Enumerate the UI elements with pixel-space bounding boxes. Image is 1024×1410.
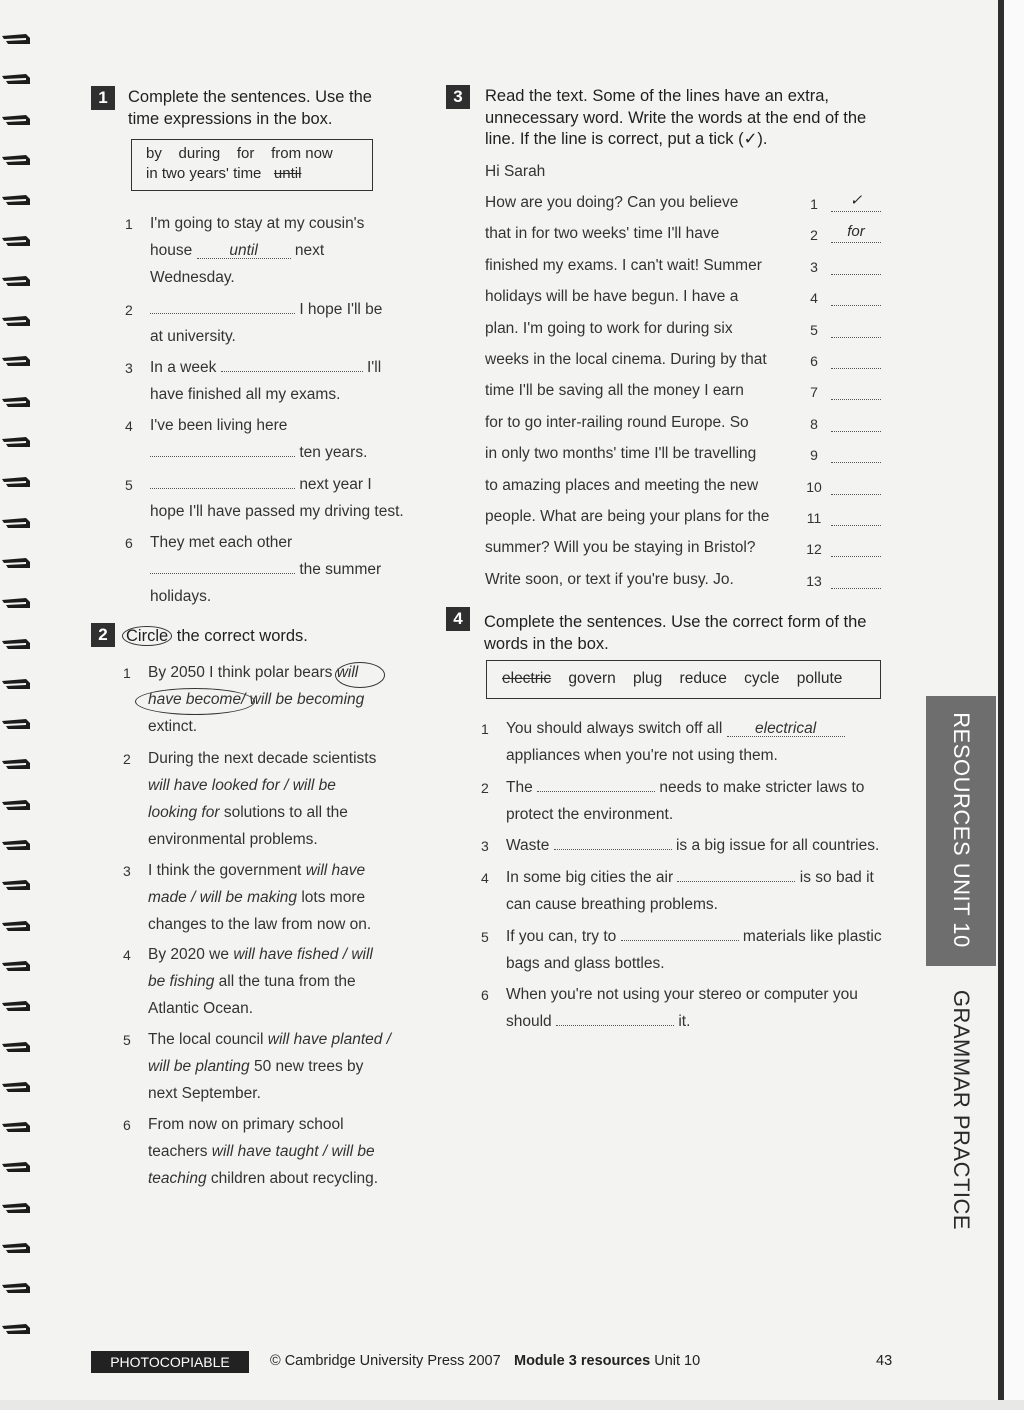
exercise-4-instruction <box>484 612 866 655</box>
ex2-item-2 <box>148 745 376 853</box>
spiral-ring <box>0 32 34 44</box>
exercise-3-number: 3 <box>446 85 470 109</box>
item-number: 6 <box>123 1117 131 1133</box>
word-box-4 <box>486 660 881 699</box>
ex1-item-1 <box>150 210 364 291</box>
ex1-item-4 <box>150 412 367 466</box>
box-word: cycle <box>744 670 780 687</box>
spiral-ring <box>0 556 34 568</box>
item-text: I'll <box>366 359 382 376</box>
item-text: In a week <box>150 359 217 376</box>
item-text: hope I'll have passed my driving test. <box>150 503 404 520</box>
item-text: By 2050 I think polar bears <box>148 664 333 681</box>
item-number: 1 <box>481 721 489 737</box>
item-text: materials like plastic <box>742 928 882 945</box>
item-text: have finished all my exams. <box>150 386 341 403</box>
letter-line: finished my exams. I can't wait! Summer <box>485 256 762 274</box>
option-text: will have taught / will be <box>211 1143 375 1160</box>
item-text: During the next decade scientists <box>148 750 377 767</box>
item-text: is so bad it <box>799 869 874 886</box>
box-word: pollute <box>796 670 843 687</box>
spiral-ring <box>0 1281 34 1293</box>
option-text: will <box>336 664 359 681</box>
spiral-ring <box>0 475 34 487</box>
item-text: By 2020 we <box>148 946 229 963</box>
ex2-item-4 <box>148 941 373 1022</box>
line-number: 9 <box>810 447 818 464</box>
answer-blank[interactable] <box>150 474 295 489</box>
spiral-ring <box>0 1160 34 1172</box>
module-name: Module 3 resources <box>514 1353 651 1369</box>
box-word: govern <box>568 670 616 687</box>
letter-line: holidays will be have begun. I have a <box>485 288 739 306</box>
box-word: by <box>146 145 162 162</box>
exercise-2-instruction <box>122 626 308 648</box>
ex4-item-2 <box>506 774 864 828</box>
ex2-item-6 <box>148 1111 378 1192</box>
letter-line: time I'll be saving all the money I earn <box>485 382 744 400</box>
item-text: The local council <box>148 1031 264 1048</box>
spiral-ring <box>0 72 34 84</box>
item-text: Waste <box>506 837 550 854</box>
answer-blank[interactable] <box>150 442 295 457</box>
answer-blank[interactable] <box>150 299 295 314</box>
item-text: If you can, try to <box>506 928 617 945</box>
circle-word: Circle <box>122 626 172 646</box>
answer-circle <box>335 662 385 688</box>
line-answer-blank[interactable] <box>831 348 881 369</box>
instruction-line: Read the text. Some of the lines have an extra, <box>485 87 829 105</box>
answer-blank[interactable]: electrical <box>727 722 845 737</box>
box-word: plug <box>632 670 663 687</box>
spiral-ring <box>0 113 34 125</box>
item-number: 5 <box>123 1032 131 1048</box>
line-number: 12 <box>806 541 822 558</box>
letter-line: for to go inter-railing round Europe. So <box>485 413 749 431</box>
spiral-ring <box>0 153 34 165</box>
line-number: 4 <box>810 290 818 307</box>
spiral-ring <box>0 999 34 1011</box>
letter-line: to amazing places and meeting the new <box>485 476 759 494</box>
ex2-item-3 <box>148 857 371 938</box>
item-text: 50 new trees by <box>254 1058 364 1075</box>
spiral-ring <box>0 1080 34 1092</box>
unit-tab-label: RESOURCES UNIT 10 <box>949 712 974 948</box>
item-text: Wednesday. <box>150 269 235 286</box>
spiral-ring <box>0 838 34 850</box>
item-text: the summer <box>299 561 382 578</box>
answer-blank[interactable] <box>554 835 672 850</box>
item-text: can cause breathing problems. <box>506 896 718 913</box>
instruction-line: Complete the sentences. Use the correct form of the <box>484 613 867 631</box>
item-text: appliances when you're not using them. <box>506 747 778 764</box>
item-text: should <box>506 1013 552 1030</box>
answer-blank[interactable] <box>150 559 295 574</box>
item-number: 4 <box>481 870 489 886</box>
photocopiable-badge: PHOTOCOPIABLE <box>91 1351 249 1373</box>
option-text: will have planted / <box>267 1031 391 1048</box>
line-answer-blank[interactable]: ✓ <box>831 191 881 212</box>
box-word: in two years' time <box>146 165 262 182</box>
line-number: 6 <box>810 353 818 369</box>
page-bottom-edge <box>0 1400 1024 1410</box>
option-text: have become <box>148 691 242 708</box>
instruction-line: the correct words. <box>176 627 308 645</box>
option-text: looking for <box>148 804 220 821</box>
box-word: from now <box>271 145 333 162</box>
item-text: environmental problems. <box>148 831 318 848</box>
option-text: made / will be making <box>148 889 298 906</box>
item-text: The <box>506 779 533 796</box>
option-text: will have looked for / will be <box>148 777 336 794</box>
item-number: 5 <box>481 929 489 945</box>
item-number: 2 <box>125 302 133 318</box>
page-margin <box>1004 0 1024 1410</box>
item-text: children about recycling. <box>210 1170 379 1187</box>
instruction-line: unnecessary word. Write the words at the end of the <box>485 108 867 127</box>
item-text: When you're not using your stereo or computer you <box>506 986 858 1003</box>
spiral-ring <box>0 1040 34 1052</box>
line-answer-blank[interactable] <box>831 379 881 400</box>
item-number: 4 <box>123 947 131 963</box>
item-text: You should always switch off all <box>506 720 723 737</box>
item-text: changes to the law from now on. <box>148 916 372 933</box>
spiral-ring <box>0 1120 34 1132</box>
spiral-ring <box>0 919 34 931</box>
line-number: 8 <box>810 415 818 432</box>
spiral-ring <box>0 757 34 769</box>
item-text: I've been living here <box>150 417 288 434</box>
letter-line: that in for two weeks' time I'll have <box>485 225 720 243</box>
line-answer-blank[interactable] <box>831 474 881 495</box>
item-number: 2 <box>481 780 489 796</box>
word-box-line <box>146 145 333 162</box>
ex4-item-3 <box>506 832 879 859</box>
spiral-ring <box>0 1201 34 1213</box>
spiral-ring <box>0 596 34 608</box>
item-number: 6 <box>481 987 489 1003</box>
answer-blank[interactable] <box>556 1011 674 1026</box>
item-number: 4 <box>125 418 133 434</box>
line-number: 1 <box>810 196 818 212</box>
box-word: reduce <box>679 670 727 687</box>
item-number: 1 <box>123 665 131 681</box>
item-text: it. <box>678 1013 691 1030</box>
spiral-ring <box>0 395 34 407</box>
item-text: I'm going to stay at my cousin's <box>150 215 365 232</box>
letter-line: summer? Will you be staying in Bristol? <box>485 539 756 557</box>
word-box-line <box>502 670 842 688</box>
item-text: next September. <box>148 1085 261 1102</box>
exercise-3-instruction <box>485 86 866 151</box>
answer-blank[interactable] <box>621 926 739 941</box>
item-number: 5 <box>125 477 133 493</box>
line-answer-blank[interactable] <box>831 536 881 557</box>
line-answer-blank[interactable] <box>831 285 881 306</box>
spiral-ring <box>0 637 34 649</box>
spiral-ring <box>0 717 34 729</box>
spiral-ring <box>0 959 34 971</box>
answer-blank[interactable] <box>677 867 795 882</box>
line-answer-blank[interactable] <box>831 254 881 275</box>
item-text: needs to make stricter laws to <box>659 779 865 796</box>
copyright-text: © Cambridge University Press 2007 <box>270 1353 501 1369</box>
item-number: 2 <box>123 751 131 767</box>
line-answer-blank[interactable] <box>831 505 881 526</box>
exercise-4-number: 4 <box>446 607 470 631</box>
option-text: teaching <box>148 1170 207 1187</box>
line-answer-blank[interactable] <box>831 568 881 589</box>
item-number: 6 <box>125 535 133 551</box>
line-number: 7 <box>810 384 818 401</box>
box-word: during <box>178 145 221 162</box>
ex2-item-5 <box>148 1026 391 1107</box>
exercise-1-instruction <box>128 87 372 130</box>
ex4-item-4 <box>506 864 874 918</box>
answer-blank[interactable]: until <box>197 244 291 259</box>
answer-blank[interactable] <box>537 777 655 792</box>
option-text: be fishing <box>148 973 215 990</box>
item-number: 3 <box>481 838 489 854</box>
line-number: 10 <box>806 478 822 495</box>
word-box-1 <box>131 139 373 191</box>
word-box-line <box>146 165 301 182</box>
ex4-item-5 <box>506 923 882 977</box>
ex4-item-1 <box>506 715 845 769</box>
letter-line: Write soon, or text if you're busy. Jo. <box>485 570 734 588</box>
line-number: 5 <box>810 321 818 338</box>
section-side-label: GRAMMAR PRACTICE <box>949 989 974 1231</box>
item-text: lots more <box>301 889 366 906</box>
item-text: holidays. <box>150 588 212 605</box>
box-word: for <box>236 145 255 162</box>
item-text: teachers <box>148 1143 208 1160</box>
line-answer-blank[interactable]: for <box>831 222 881 243</box>
item-text: I hope I'll be <box>299 301 383 318</box>
line-number: 11 <box>806 510 822 526</box>
option-text: will be planting <box>148 1058 250 1075</box>
spiral-ring <box>0 354 34 366</box>
spiral-ring <box>0 314 34 326</box>
option-text: / will be becoming <box>241 691 365 708</box>
spiral-ring <box>0 1322 34 1334</box>
item-text: From now on primary school <box>148 1116 344 1133</box>
option-text: will have fished / will <box>233 946 373 963</box>
spiral-ring <box>0 798 34 810</box>
spiral-ring <box>0 1241 34 1253</box>
item-number: 1 <box>125 216 133 232</box>
item-text: extinct. <box>148 718 198 735</box>
spiral-ring <box>0 516 34 528</box>
letter-line: How are you doing? Can you believe <box>485 194 739 211</box>
item-text: ten years. <box>299 444 368 461</box>
spiral-ring <box>0 274 34 286</box>
item-text: next <box>294 242 325 259</box>
spiral-ring <box>0 193 34 205</box>
item-text: They met each other <box>150 534 293 551</box>
line-answer-blank[interactable] <box>831 442 881 463</box>
spiral-ring <box>0 234 34 246</box>
item-text: protect the environment. <box>506 806 674 823</box>
spiral-ring <box>0 878 34 890</box>
item-text: next year I <box>299 476 372 493</box>
instruction-line: time expressions in the box. <box>128 109 333 128</box>
letter-greeting: Hi Sarah <box>485 163 546 180</box>
spiral-ring <box>0 677 34 689</box>
answer-blank[interactable] <box>221 357 363 372</box>
ex1-item-2 <box>150 296 382 350</box>
item-text: In some big cities the air <box>506 869 674 886</box>
page-number: 43 <box>876 1353 893 1369</box>
item-text: at university. <box>150 328 236 345</box>
line-number: 3 <box>810 258 818 275</box>
ex1-item-5 <box>150 471 404 525</box>
exercise-1-number: 1 <box>91 86 115 110</box>
item-text: house <box>150 242 193 259</box>
ex1-item-6 <box>150 529 381 610</box>
item-text: Atlantic Ocean. <box>148 1000 254 1017</box>
item-text: is a big issue for all countries. <box>675 837 880 854</box>
item-text: solutions to all the <box>223 804 348 821</box>
item-number: 3 <box>123 863 131 879</box>
line-number: 2 <box>810 227 818 244</box>
option-text: will have <box>305 862 366 879</box>
item-text: bags and glass bottles. <box>506 955 665 972</box>
instruction-line: Complete the sentences. Use the <box>128 88 372 106</box>
spiral-ring <box>0 435 34 447</box>
box-word-struck: electric <box>502 670 552 687</box>
instruction-line: words in the box. <box>484 634 609 653</box>
letter-line: people. What are being your plans for the <box>485 508 770 525</box>
line-answer-blank[interactable] <box>831 317 881 338</box>
ex1-item-3 <box>150 354 381 408</box>
module-label <box>514 1353 700 1369</box>
line-answer-blank[interactable] <box>831 411 881 432</box>
ex4-item-6 <box>506 981 858 1035</box>
item-text: all the tuna from the <box>218 973 356 990</box>
unit-name: Unit 10 <box>654 1353 701 1369</box>
letter-line: weeks in the local cinema. During by that <box>485 351 767 368</box>
item-text: I think the government <box>148 862 302 879</box>
line-number: 13 <box>806 572 822 589</box>
letter-line: plan. I'm going to work for during six <box>485 319 733 337</box>
box-word-struck: until <box>273 165 302 182</box>
exercise-2-number: 2 <box>91 623 115 647</box>
letter-line: in only two months' time I'll be travelling <box>485 445 757 463</box>
answer-circle <box>135 688 255 715</box>
instruction-line: line. If the line is correct, put a tick (✓). <box>485 130 768 148</box>
item-number: 3 <box>125 360 133 376</box>
